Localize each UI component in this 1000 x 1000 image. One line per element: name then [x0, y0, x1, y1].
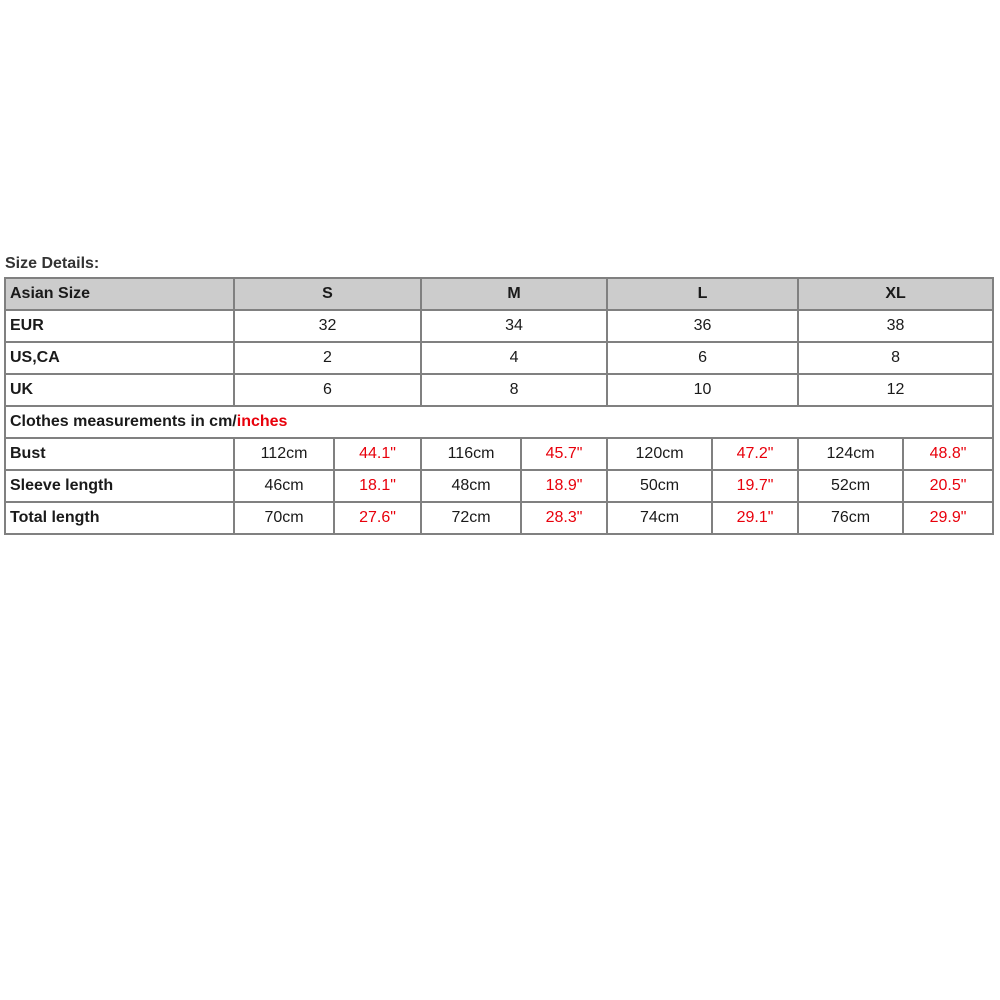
inch-value: 28.3" [521, 502, 607, 534]
size-header-m: M [421, 278, 607, 310]
inch-value: 47.2" [712, 438, 798, 470]
size-chart-table [4, 277, 994, 535]
measurements-heading-row [5, 406, 993, 438]
measurement-row-bust [5, 438, 993, 470]
inch-value: 45.7" [521, 438, 607, 470]
cm-value: 48cm [421, 470, 521, 502]
cm-value: 70cm [234, 502, 334, 534]
size-value: 34 [421, 310, 607, 342]
measurements-heading-prefix: Clothes measurements in cm/ [10, 413, 237, 430]
cm-value: 46cm [234, 470, 334, 502]
inch-value: 29.1" [712, 502, 798, 534]
inch-value: 20.5" [903, 470, 993, 502]
cm-value: 74cm [607, 502, 712, 534]
cm-value: 76cm [798, 502, 903, 534]
size-value: 6 [607, 342, 798, 374]
size-header-xl: XL [798, 278, 993, 310]
size-value: 8 [798, 342, 993, 374]
size-value: 32 [234, 310, 421, 342]
row-label: Bust [5, 438, 234, 470]
size-value: 6 [234, 374, 421, 406]
size-details-title: Size Details: [5, 255, 100, 272]
measurement-row-total-length [5, 502, 993, 534]
row-label: UK [5, 374, 234, 406]
size-value: 36 [607, 310, 798, 342]
inch-value: 44.1" [334, 438, 421, 470]
cm-value: 116cm [421, 438, 521, 470]
cm-value: 50cm [607, 470, 712, 502]
cm-value: 72cm [421, 502, 521, 534]
size-row-us-ca [5, 342, 993, 374]
cm-value: 112cm [234, 438, 334, 470]
inch-value: 27.6" [334, 502, 421, 534]
size-value: 10 [607, 374, 798, 406]
row-label: Total length [5, 502, 234, 534]
size-value: 38 [798, 310, 993, 342]
cm-value: 120cm [607, 438, 712, 470]
cm-value: 52cm [798, 470, 903, 502]
measurements-heading-inches: inches [236, 413, 288, 430]
size-value: 4 [421, 342, 607, 374]
size-value: 8 [421, 374, 607, 406]
row-label: US,CA [5, 342, 234, 374]
size-row-eur [5, 310, 993, 342]
row-label: EUR [5, 310, 234, 342]
size-value: 12 [798, 374, 993, 406]
size-header-l: L [607, 278, 798, 310]
size-value: 2 [234, 342, 421, 374]
inch-value: 18.9" [521, 470, 607, 502]
inch-value: 19.7" [712, 470, 798, 502]
size-header-row [5, 278, 993, 310]
inch-value: 29.9" [903, 502, 993, 534]
inch-value: 18.1" [334, 470, 421, 502]
size-row-uk [5, 374, 993, 406]
header-label: Asian Size [5, 278, 234, 310]
measurements-heading [5, 406, 993, 438]
size-header-s: S [234, 278, 421, 310]
row-label: Sleeve length [5, 470, 234, 502]
inch-value: 48.8" [903, 438, 993, 470]
measurement-row-sleeve-length [5, 470, 993, 502]
cm-value: 124cm [798, 438, 903, 470]
